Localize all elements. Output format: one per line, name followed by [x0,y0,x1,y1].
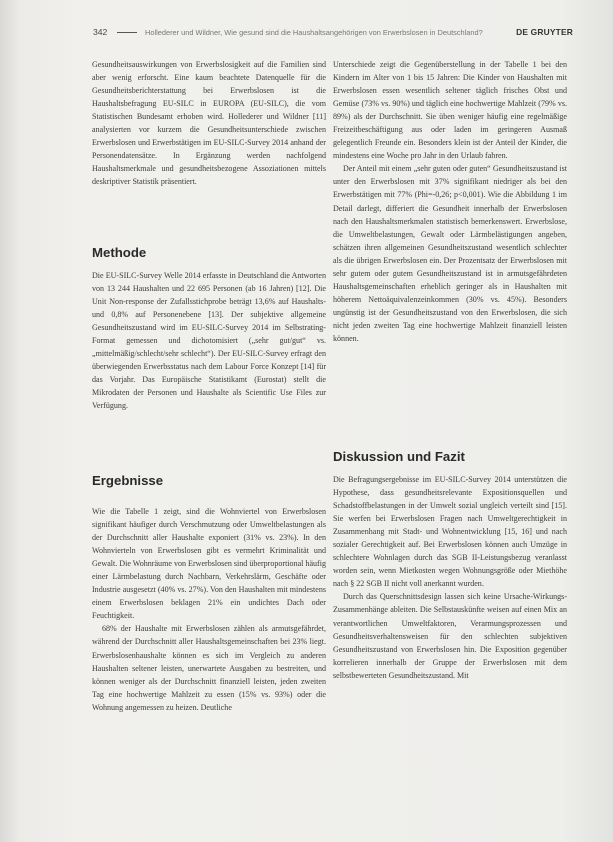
ergebnisse-heading: Ergebnisse [92,473,164,488]
ergebnisse-paragraph-2: 68% der Haushalte mit Erwerbslosen zählen als armutsgefährdet, während der Durchschnitt aller Haushaltsgemeinschaften bei 23% liegt. Erwerbslosenhaushalte können es sich im Vergleich zu anderen Haushalten seltener leisten, unerwartete Ausgaben zu bestreiten, und können weniger als der Durchschnitt finanziell leisten, jeden zweiten Tag eine hochwertige Mahlzeit zu essen (15% vs. 93%) oder die Wohnung angemessen zu heizen. Deutliche [92,624,326,712]
methode-paragraph: Die EU-SILC-Survey Welle 2014 erfasste in Deutschland die Antworten von 13 244 Haushalten und 22 695 Personen (ab 16 Jahren) [12]. Die Unit Non-response der Zufallsstichprobe beträgt 13,6% auf Haushalts- und 0,8% auf Personenebene [13]. Der subjektive allgemeine Gesundheitszustand wird im EU-SILC-Survey 2014 im Selbstrating-Format gemessen und dichotomisiert („sehr gut/gut“ vs. „mittelmäßig/schlecht/sehr schlecht“). Der EU-SILC-Survey erfragt den überwiegenden Erwerbsstatus nach dem Labour Force Konzept [14] für das Vorjahr. Das Europäische Statistikamt (Eurostat) stellt die Mikrodaten der Personen und Haushalte als Scientific Use Files zur Verfügung. [92,271,326,411]
methode-section [92,269,326,413]
right-column [333,58,567,345]
page-number: 342 [93,27,108,37]
diskussion-paragraph-2: Durch das Querschnittsdesign lassen sich keine Ursache-Wirkungs-Zusammenhänge ableiten. Die Selbstauskünfte weisen auf einen Mix an verantwortlichen Umweltfaktoren, Verarmungsprozessen und Gesundheitsverhaltensweisen für den schlechten subjektiven Gesundheitszustand von Erwerbslosen hin. Die Exposition gegenüber korrelieren innerhalb der Gruppe der Erwerbslosen mit dem selbstbewerteten Gesundheitszustand. Mit [333,592,567,680]
page-header [93,27,573,41]
left-column [92,58,326,188]
publisher-logo: DE GRUYTER [516,27,573,37]
running-title: Hollederer und Wildner, Wie gesund sind die Haushaltsangehörigen von Erwerbslosen in Deutschland? [145,28,483,37]
methode-heading: Methode [92,245,147,260]
diskussion-paragraph-1: Die Befragungsergebnisse im EU-SILC-Survey 2014 unterstützen die Hypothese, dass gesundheitsrelevante Expositionsquellen und Schadstoffbelastungen in der Umwelt sozial ungleich verteilt sind [15]. Sie werfen bei Erwerbslosen Fragen nach Umweltgerechtigkeit in Zusammenhang mit Stadt- und Wohnentwicklung [15, 16] und nach sozialer Gerechtigkeit auf. Bei Erwerbslosen können auch Umzüge in schlechtere Wohnlagen durch das SGB II-Leistungsbezug veranlasst worden sein, wenn Mietkosten wegen Wohnungsgröße oder Miethöhe nach § 22 SGB II nicht voll anerkannt wurden. [333,475,567,589]
intro-paragraph: Gesundheitsauswirkungen von Erwerbslosigkeit auf die Familien sind aber wenig erforscht. Eine kaum beachtete Datenquelle für die Gesundheitsberichterstattung bei Erwerbslosen ist die Haushaltsbefragung EU-SILC in EUROPA (EU-SILC), die vom Statistischen Bundesamt erhoben wird. Hollederer und Wildner [11] analysierten vor kurzem die Gesundheitsunterschiede zwischen Erwerbslosen und Erwerbstätigen im EU-SILC-Survey 2014 anhand der Personendatensätze. In Ergänzung werden nachfolgend Haushaltsmerkmale und gesundheitsbezogene Assoziationen mittels deskriptiver Statistik präsentiert. [92,60,326,187]
diskussion-section [333,473,567,682]
ergebnisse-section [92,505,326,714]
diskussion-heading: Diskussion und Fazit [333,449,465,464]
health-status-paragraph: Der Anteil mit einem „sehr guten oder guten“ Gesundheitszustand ist unter den Erwerbslosen mit 37% signifikant niedriger als bei den Erwerbstätigen mit 77% (Phi=-0,26; p<0,001). Wie die Abbildung 1 im Detail darlegt, differiert die Gesundheit innerhalb der Erwerbslosen nach den Haushaltsmerkmalen statistisch bemerkenswert. Erwerbslose, die Umweltbelastungen, Gewalt oder Lärmbelästigungen angeben, schätzen ihren allgemeinen Gesundheitszustand wesentlich schlechter als die übrigen Erwerbslosen ein. Der Prozentsatz der Erwerbslosen mit sehr gutem oder gutem Gesundheitszustand ist in armutsgefährdeten Haushaltsgemeinschaften erheblich geringer als in Haushalten mit höherem Nettoäquivalenzeinkommen (30% vs. 45%). Besonders ungünstig ist der Gesundheitszustand von den Erwerbslosen, die sich nicht jeden zweiten Tag eine hochwertige Mahlzeit finanziell leisten können. [333,164,567,343]
results-continued-paragraph: Unterschiede zeigt die Gegenüberstellung in der Tabelle 1 bei den Kindern im Alter von 1 bis 15 Jahren: Die Kinder von Haushalten mit Erwerbslosen essen wesentlich seltener täglich frisches Obst und Gemüse (73% vs. 90%) und täglich eine hochwertige Mahlzeit (79% vs. 89%) als der Durchschnitt. Sie üben weniger häufig eine regelmäßige Freizeitbeschäftigung aus oder laden im geringeren Ausmaß gelegentlich Freunde ein. Besonders klein ist der Anteil der Kinder, die mindestens eine Woche pro Jahr in den Urlaub fahren. [333,60,567,161]
ergebnisse-paragraph-1: Wie die Tabelle 1 zeigt, sind die Wohnviertel von Erwerbslosen signifikant häufiger durch Verschmutzung oder Umweltbelastungen als der Durchschnitt aller Haushalte exponiert (31% vs. 23%). In den Wohnvierteln von Erwerbslosen gibt es vermehrt Kriminalität und Gewalt. Die Wohnräume von Erwerbslosen sind überproportional häufig einer Lärmbelastung durch Nachbarn, Verkehrslärm, Geschäfte oder Industrie ausgesetzt (40% vs. 27%). Von den Haushalten mit mindestens einem Erwerbslosen beklagen 21% ein undichtes Dach oder Feuchtigkeit. [92,507,326,621]
header-rule [117,32,137,33]
